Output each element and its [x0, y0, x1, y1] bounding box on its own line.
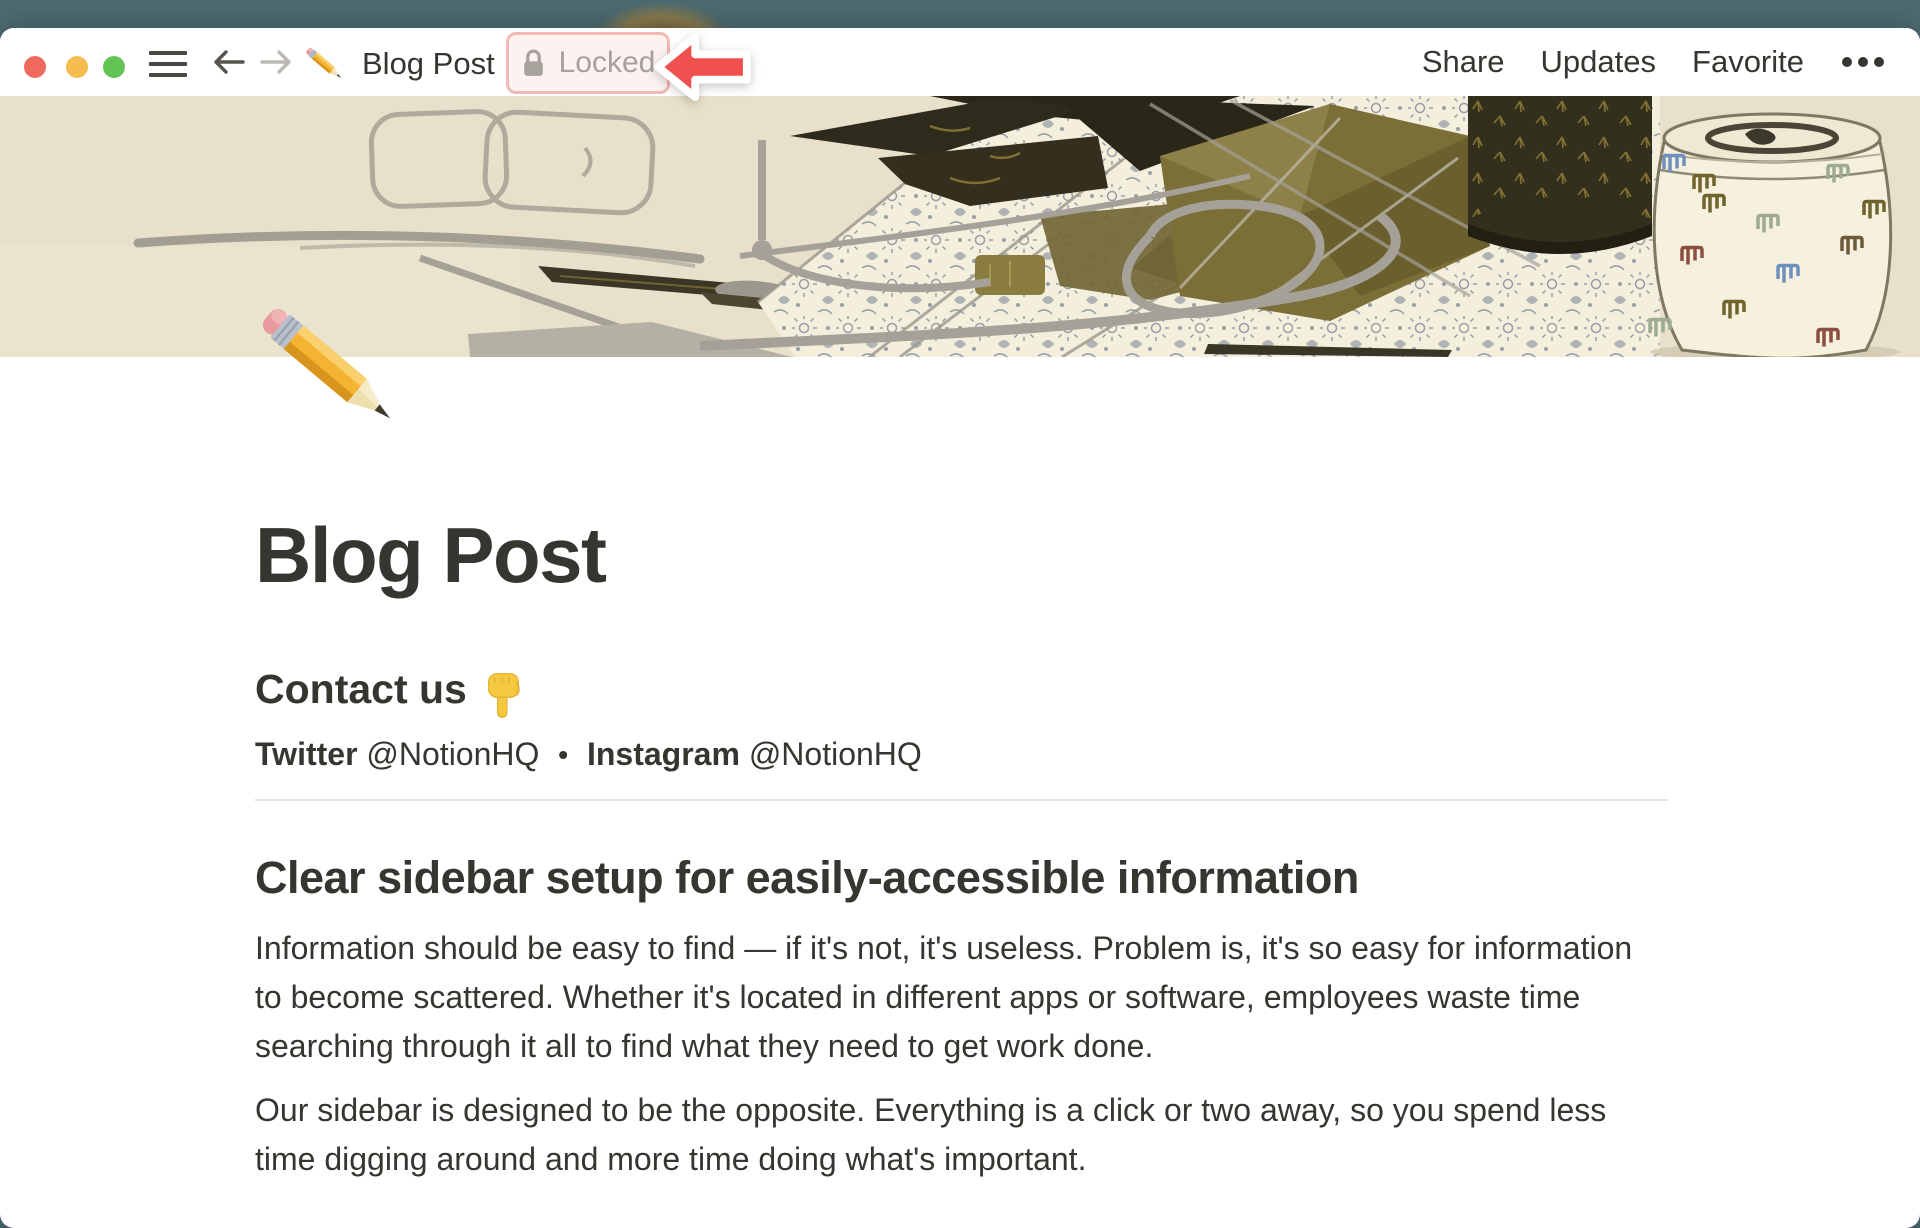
more-options-icon[interactable] [1840, 53, 1886, 71]
divider [255, 799, 1668, 801]
twitter-label: Twitter [255, 736, 358, 772]
paragraph-2[interactable]: Our sidebar is designed to be the opposite. Everything is a click or two away, so you spend less time digging around and more time doing what's important. [255, 1092, 1607, 1177]
annotation-arrow-icon [652, 30, 754, 104]
window-topbar [0, 28, 1920, 96]
contact-heading[interactable] [255, 666, 523, 722]
pointing-down-emoji-icon [483, 670, 523, 722]
contact-heading-text: Contact us [255, 666, 467, 712]
menu-icon[interactable] [149, 51, 187, 77]
topbar-actions [1422, 28, 1886, 96]
share-button[interactable]: Share [1421, 44, 1505, 79]
breadcrumb-page-title[interactable]: Blog Post [362, 46, 495, 81]
locked-button[interactable] [506, 32, 670, 94]
updates-button[interactable]: Updates [1540, 44, 1657, 79]
instagram-handle: @NotionHQ [748, 736, 922, 772]
favorite-button[interactable]: Favorite [1692, 44, 1804, 79]
lock-icon [521, 48, 546, 79]
back-arrow-icon[interactable] [212, 47, 246, 77]
locked-button-label: Locked [558, 46, 656, 79]
paragraph-1[interactable]: Information should be easy to find — if it's not, it's useless. Problem is, it's so easy for information to become scattered. Whether it's located in different apps or software, employees waste time searching through it all to find what they need to get work done. [255, 930, 1633, 1064]
instagram-label: Instagram [586, 736, 740, 772]
pencil-emoji-icon [303, 40, 349, 86]
social-handles-line[interactable] [255, 736, 922, 773]
page-icon-pencil-emoji[interactable] [250, 280, 420, 448]
page-title[interactable]: Blog Post [255, 511, 606, 599]
notion-window [0, 28, 1920, 1228]
zoom-button[interactable] [103, 56, 125, 78]
close-button[interactable] [24, 56, 46, 78]
twitter-handle: @NotionHQ [366, 736, 540, 772]
minimize-button[interactable] [66, 56, 88, 78]
forward-arrow-icon [259, 47, 293, 77]
section-heading[interactable]: Clear sidebar setup for easily-accessible information [255, 852, 1359, 903]
separator-dot: • [558, 739, 569, 770]
